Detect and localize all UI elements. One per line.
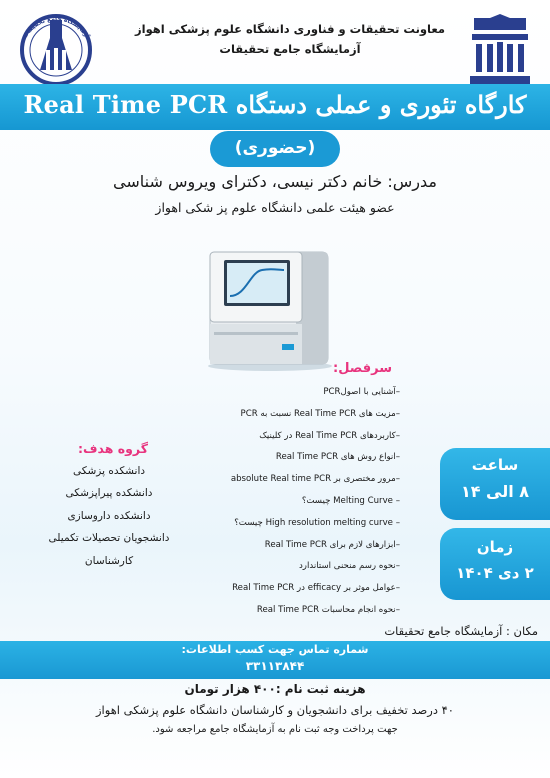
payment-note: جهت پرداخت وجه ثبت نام به آزمایشگاه جامع مراجعه شود. <box>152 724 398 735</box>
target-group-item: دانشجویان تحصیلات تکمیلی <box>48 532 170 545</box>
syllabus-item: –انواع روش های Real Time PCR <box>275 452 400 463</box>
header-line-1: معاونت تحقیقات و فناوری دانشگاه علوم پزشکی اهواز <box>135 22 445 36</box>
target-group-item: دانشکده داروسازی <box>67 509 151 522</box>
university-logo <box>468 14 532 86</box>
logo-arc-text: آزمایشگاه جامع تحقیقات <box>21 15 91 40</box>
contact-label: شماره تماس جهت کسب اطلاعات: <box>181 643 369 656</box>
pcr-machine-image <box>200 232 340 372</box>
syllabus-item: – High resolution melting curve چیست؟ <box>234 517 400 528</box>
header-line-2: آزمایشگاه جامع تحقیقات <box>219 42 361 56</box>
syllabus-item: –نحوه رسم منحنی استاندارد <box>298 561 400 572</box>
target-group-item: دانشکده پزشکی <box>72 465 146 477</box>
syllabus-item: –نحوه انجام محاسبات Real Time PCR <box>256 604 400 615</box>
syllabus-heading: سرفصل: <box>333 361 392 376</box>
syllabus-item: –مزیت های Real Time PCR نسبت به PCR <box>240 408 400 419</box>
syllabus-item: –مرور مختصری بر absolute Real time PCR <box>230 474 400 485</box>
target-group-list <box>4 460 214 572</box>
instructor-affiliation: عضو هیئت علمی دانشگاه علوم پز شکی اهواز <box>155 200 395 215</box>
contact-number: ۳۳۱۱۳۸۴۴ <box>245 659 305 673</box>
date-value: ۲ دی ۱۴۰۴ <box>456 564 534 582</box>
discount-text: ۴۰ درصد تخفیف برای دانشجویان و کارشناسان دانشگاه علوم پزشکی اهواز <box>96 703 454 717</box>
target-group-heading: گروه هدف: <box>78 441 148 456</box>
workshop-subtitle: (حضوری) <box>234 138 316 158</box>
syllabus-item: – Melting Curve چیست؟ <box>301 495 400 506</box>
instructor-name: مدرس: خانم دکتر نیسی، دکترای ویروس شناسی <box>113 172 437 191</box>
syllabus-item: –کاربردهای Real Time PCR در کلینیک <box>259 430 400 441</box>
workshop-title: کارگاه تئوری و عملی دستگاه Real Time PCR <box>23 90 527 119</box>
research-lab-logo <box>10 8 102 88</box>
syllabus-item: –ابزارهای لازم برای Real Time PCR <box>264 539 400 550</box>
date-label: زمان <box>476 538 514 556</box>
hours-value: ۸ الی ۱۴ <box>460 482 530 501</box>
syllabus-item: –آشنایی با اصولPCR <box>323 387 400 397</box>
target-group-item: کارشناسان <box>84 554 134 567</box>
hours-label: ساعت <box>471 456 519 474</box>
registration-fee: هزینه ثبت نام :۴۰۰ هزار تومان <box>184 682 366 696</box>
venue-text: مکان : آزمایشگاه جامع تحقیقات <box>384 624 538 638</box>
syllabus-item: –عوامل موثر بر efficacy در Real Time PCR <box>232 583 400 594</box>
target-group-item: دانشکده پیراپزشکی <box>65 487 153 500</box>
